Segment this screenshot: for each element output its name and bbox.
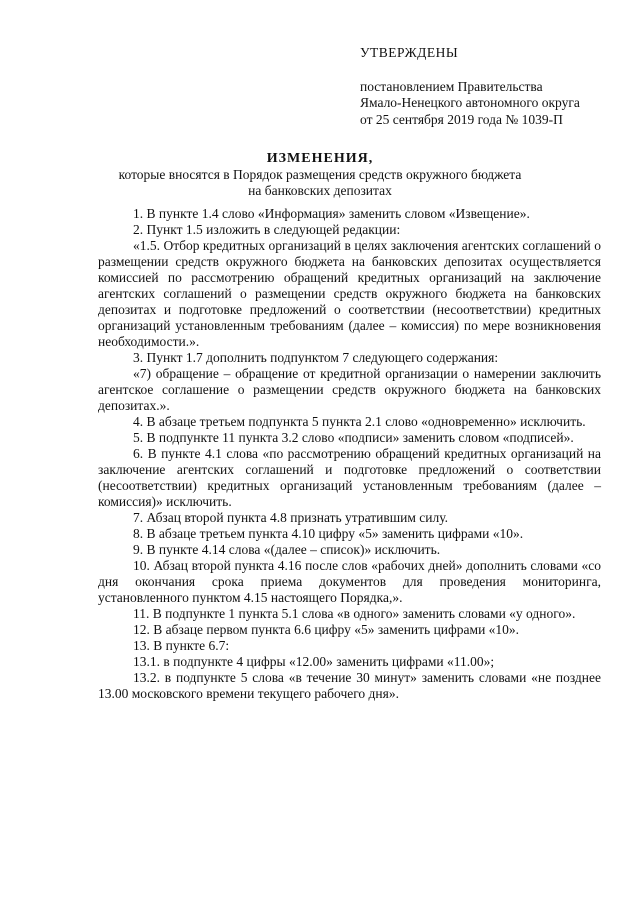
paragraph-3-quote: «7) обращение – обращение от кредитной организации о намерении заключить агентское соглашение о размещении средств окружного бюджета на банковских депозитах.». [98,366,601,413]
document-subtitle-line-1: которые вносятся в Порядок размещения средств окружного бюджета [118,167,522,182]
document-title-block [90,151,550,199]
approval-line-issuer: постановлением Правительства [360,78,543,94]
paragraph-13: 13. В пункте 6.7: [133,638,230,653]
paragraph-12: 12. В абзаце первом пункта 6.6 цифру «5» заменить цифрами «10». [133,622,520,637]
approval-block [360,45,620,128]
approval-line-region: Ямало-Ненецкого автономного округа [360,95,580,110]
paragraph-5: 5. В подпункте 11 пункта 3.2 слово «подписи» заменить словом «подписей». [133,430,574,445]
paragraph-6: 6. В пункте 4.1 слова «по рассмотрению обращений кредитных организаций на заключение агентских соглашений и подготовке предложений о соответствии (несоответствии) кредитных организаций установленным требованиям (далее – комиссия)» исключить. [98,446,601,509]
paragraph-4: 4. В абзаце третьем подпункта 5 пункта 2.1 слово «одновременно» исключить. [133,414,586,429]
document-heading: ИЗМЕНЕНИЯ, [266,151,374,166]
paragraph-3: 3. Пункт 1.7 дополнить подпунктом 7 следующего содержания: [133,350,499,365]
approval-stamp: УТВЕРЖДЕНЫ [360,45,459,60]
approval-line-date: от 25 сентября 2019 года № 1039-П [360,111,563,127]
paragraph-2-quote: «1.5. Отбор кредитных организаций в целях заключения агентских соглашений о размещении средств окружного бюджета на банковских депозитах осуществляется комиссией по рассмотрению обращений кредитных организаций на заключение агентских соглашений о размещении средств окружного бюджета на банковских депозитах и подготовке предложений о соответствии (несоответствии) кредитных организаций установленным требованиям (далее – комиссия) по мере возникновения необходимости.». [98,238,601,349]
paragraph-13-2: 13.2. в подпункте 5 слова «в течение 30 минут» заменить словами «не позднее 13.00 московского времени текущего рабочего дня». [98,670,601,701]
paragraph-8: 8. В абзаце третьем пункта 4.10 цифру «5» заменить цифрами «10». [133,526,524,541]
document-subtitle-line-2: на банковских депозитах [248,183,392,198]
paragraph-1: 1. В пункте 1.4 слово «Информация» заменить словом «Извещение». [133,206,530,221]
paragraph-2: 2. Пункт 1.5 изложить в следующей редакции: [133,222,401,237]
paragraph-11: 11. В подпункте 1 пункта 5.1 слова «в одного» заменить словами «у одного». [133,606,576,621]
paragraph-7: 7. Абзац второй пункта 4.8 признать утратившим силу. [133,510,449,525]
document-body [98,206,601,702]
paragraph-9: 9. В пункте 4.14 слова «(далее – список)» исключить. [133,542,441,557]
paragraph-13-1: 13.1. в подпункте 4 цифры «12.00» заменить цифрами «11.00»; [133,654,495,669]
paragraph-10: 10. Абзац второй пункта 4.16 после слов «рабочих дней» дополнить словами «со дня окончания срока приема документов для проведения мониторинга, установленного пунктом 4.15 настоящего Порядка,». [98,558,601,605]
